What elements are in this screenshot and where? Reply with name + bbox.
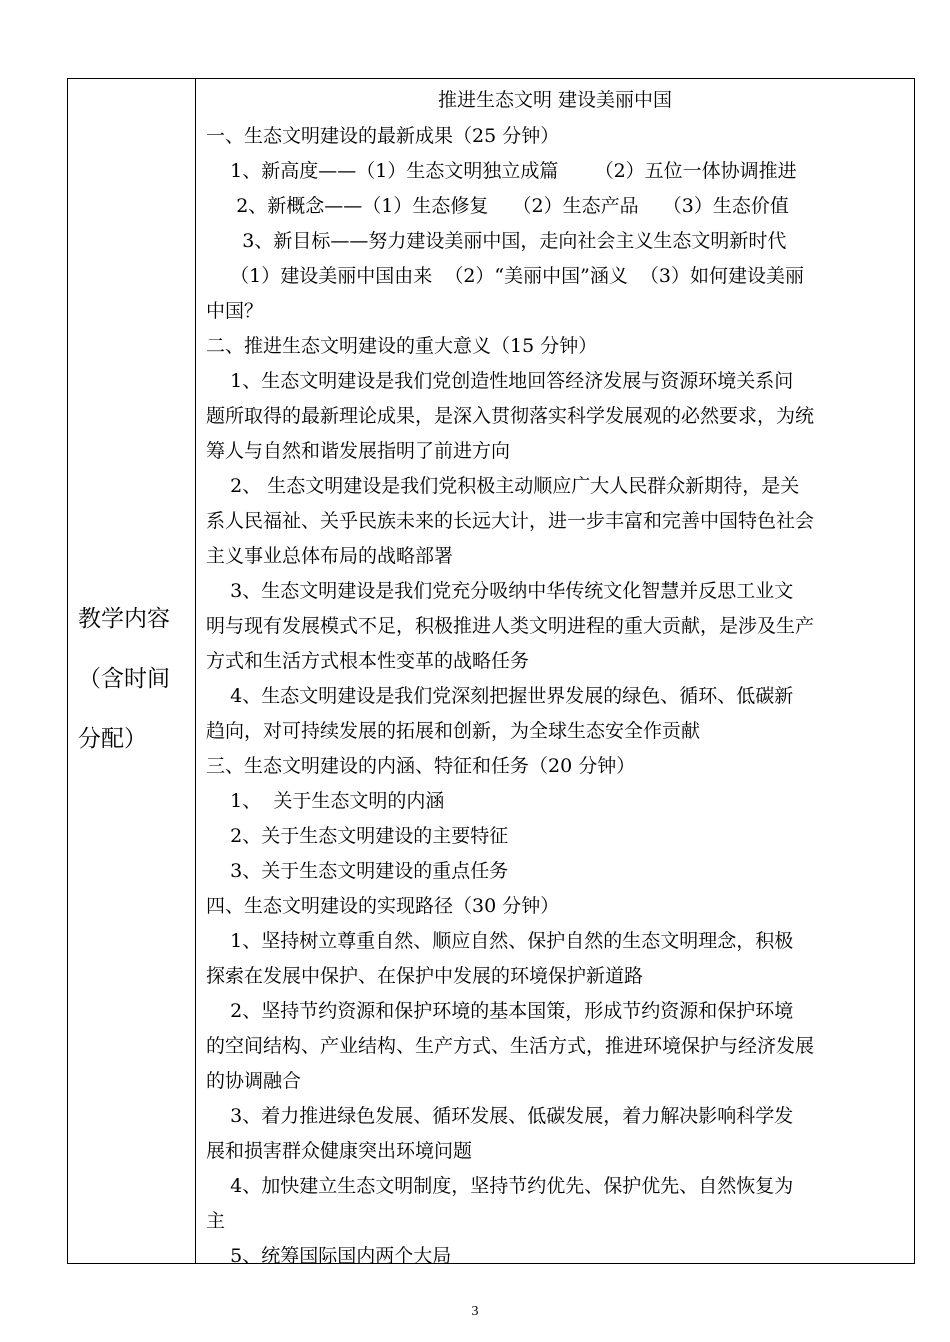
content-line: 主义事业总体布局的战略部署 bbox=[206, 545, 454, 567]
row-label bbox=[78, 589, 193, 769]
content-line: 展和损害群众健康突出环境问题 bbox=[206, 1140, 473, 1162]
content-line: 4、生态文明建设是我们党深刻把握世界发展的绿色、循环、低碳新 bbox=[206, 685, 794, 707]
content-line: 的协调融合 bbox=[206, 1070, 302, 1092]
row-label-line: （含时间 bbox=[78, 666, 170, 692]
content-line: 三、生态文明建设的内涵、特征和任务（20 分钟） bbox=[206, 755, 636, 777]
content-line: 筹人与自然和谐发展指明了前进方向 bbox=[206, 440, 511, 462]
content-line: 3、着力推进绿色发展、循环发展、低碳发展，着力解决影响科学发 bbox=[206, 1105, 794, 1127]
content-line: 2、关于生态文明建设的主要特征 bbox=[206, 825, 509, 847]
content-column bbox=[196, 79, 914, 1267]
content-line: 4、加快建立生态文明制度，坚持节约优先、保护优先、自然恢复为 bbox=[206, 1175, 794, 1197]
content-line: 一、生态文明建设的最新成果（25 分钟） bbox=[206, 125, 560, 147]
content-line: 2、 生态文明建设是我们党积极主动顺应广大人民群众新期待，是关 bbox=[206, 475, 800, 497]
content-line: 1、新高度——（1）生态文明独立成篇 （2）五位一体协调推进 bbox=[206, 160, 797, 182]
content-line: 3、新目标——努力建设美丽中国，走向社会主义生态文明新时代 bbox=[206, 230, 787, 252]
content-line: 中国？ bbox=[206, 300, 264, 322]
content-line: 1、 关于生态文明的内涵 bbox=[206, 790, 445, 812]
content-line: 2、坚持节约资源和保护环境的基本国策，形成节约资源和保护环境 bbox=[206, 1000, 794, 1022]
content-line: 题所取得的最新理论成果，是深入贯彻落实科学发展观的必然要求，为统 bbox=[206, 405, 815, 427]
content-line: 二、推进生态文明建设的重大意义（15 分钟） bbox=[206, 335, 598, 357]
content-line: 四、生态文明建设的实现路径（30 分钟） bbox=[206, 895, 560, 917]
page-number: 3 bbox=[471, 1304, 479, 1319]
content-line: 方式和生活方式根本性变革的战略任务 bbox=[206, 650, 530, 672]
row-label-line: 教学内容 bbox=[78, 606, 170, 632]
content-body bbox=[206, 119, 906, 1274]
content-line: 3、关于生态文明建设的重点任务 bbox=[206, 860, 509, 882]
document-title: 推进生态文明 建设美丽中国 bbox=[437, 89, 673, 111]
content-line: 探索在发展中保护、在保护中发展的环境保护新道路 bbox=[206, 965, 644, 987]
content-line: 的空间结构、产业结构、生产方式、生活方式，推进环境保护与经济发展 bbox=[206, 1035, 815, 1057]
row-label-line: 分配） bbox=[78, 726, 147, 752]
content-line: 5、统筹国际国内两个大局 bbox=[206, 1245, 452, 1267]
content-line: 趋向，对可持续发展的拓展和创新，为全球生态安全作贡献 bbox=[206, 720, 701, 742]
content-line: 系人民福祉、关乎民族未来的长远大计，进一步丰富和完善中国特色社会 bbox=[206, 510, 815, 532]
content-line: 明与现有发展模式不足，积极推进人类文明进程的重大贡献，是涉及生产 bbox=[206, 615, 815, 637]
label-column bbox=[68, 79, 196, 1263]
content-table bbox=[67, 78, 915, 1267]
content-line: 1、坚持树立尊重自然、顺应自然、保护自然的生态文明理念，积极 bbox=[206, 930, 794, 952]
content-line: 主 bbox=[206, 1210, 226, 1232]
content-line: 1、生态文明建设是我们党创造性地回答经济发展与资源环境关系问 bbox=[206, 370, 794, 392]
content-line: 2、新概念——（1）生态修复 （2）生态产品 （3）生态价值 bbox=[206, 195, 789, 217]
content-line: 3、生态文明建设是我们党充分吸纳中华传统文化智慧并反思工业文 bbox=[206, 580, 794, 602]
content-line: （1）建设美丽中国由来 （2）“美丽中国”涵义 （3）如何建设美丽 bbox=[206, 265, 805, 287]
